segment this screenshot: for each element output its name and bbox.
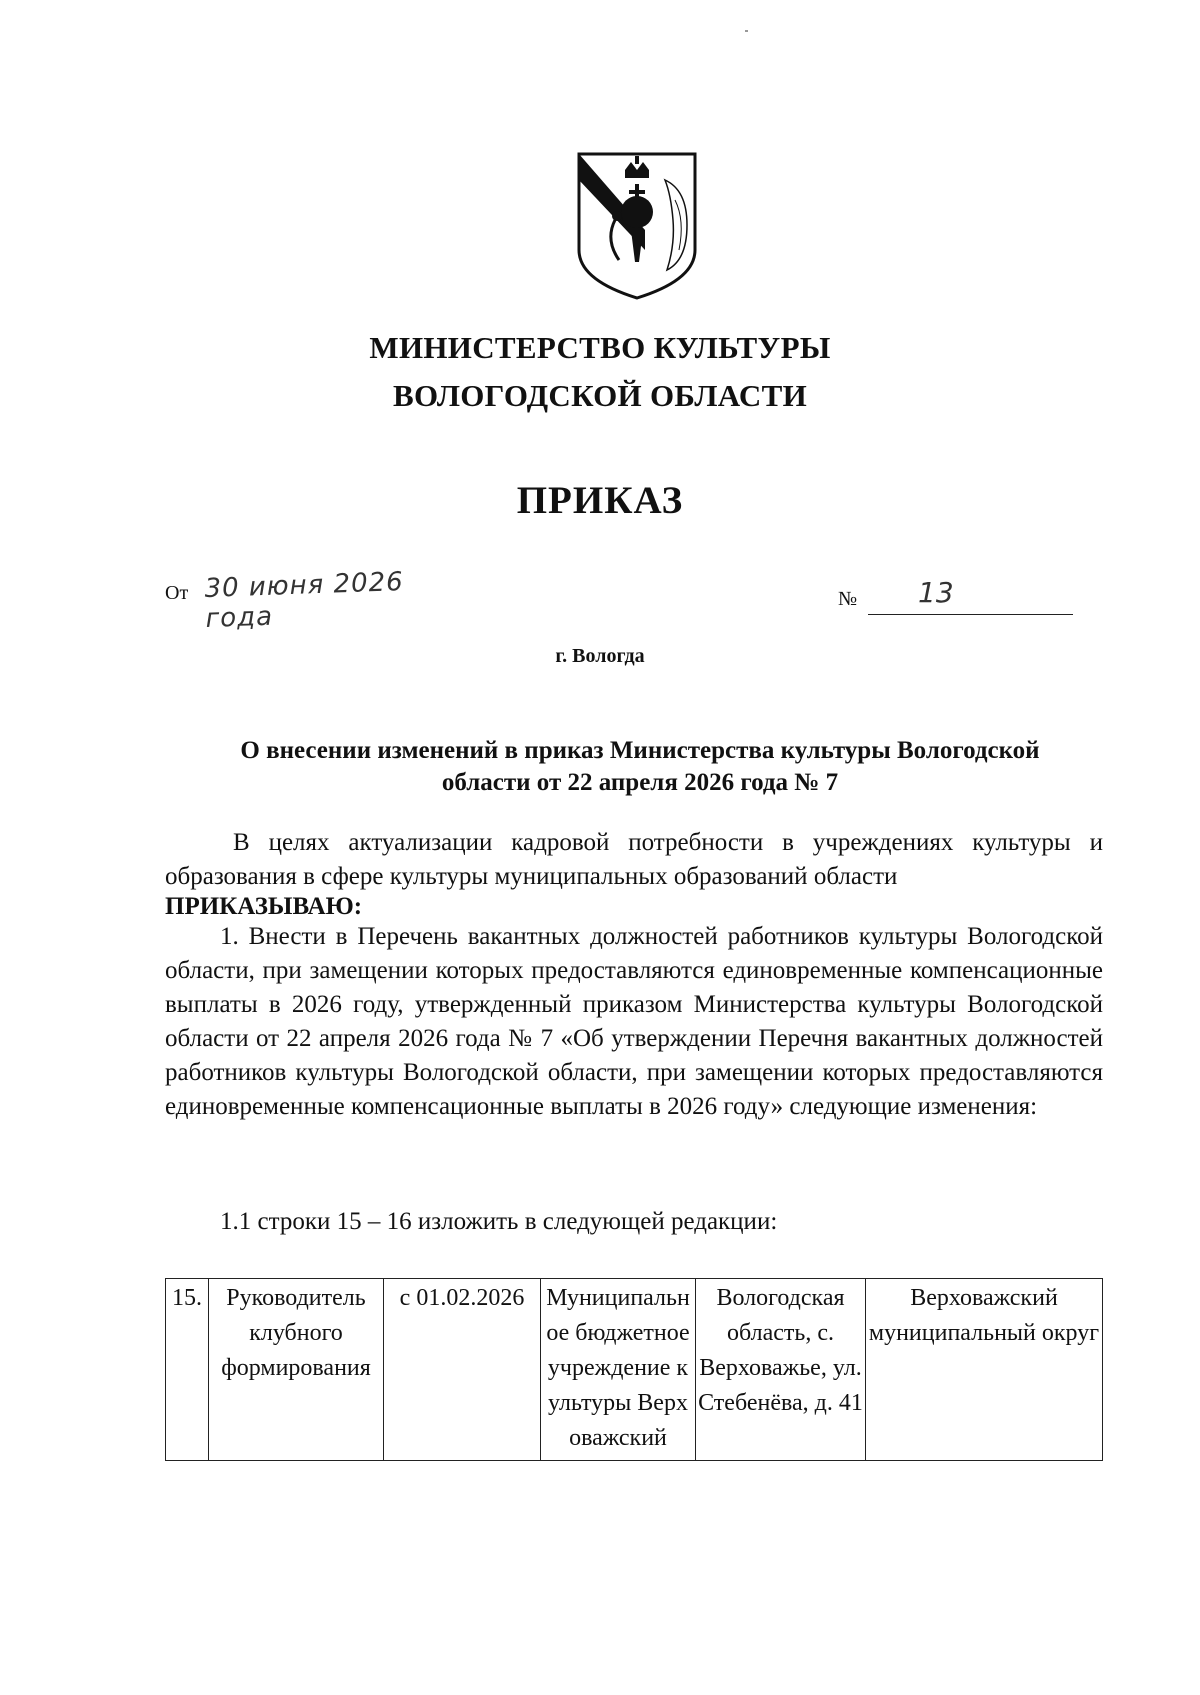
city-label: г. Вологда [555, 645, 645, 667]
date-label: От [165, 582, 189, 604]
ministry-name-line2: ВОЛОГОДСКОЙ ОБЛАСТИ [392, 378, 808, 413]
intro-paragraph: В целях актуализации кадровой потребности в учреждениях культуры и образования в сфере культуры муниципальных образований области [165, 829, 1103, 890]
cell-date: с 01.02.2026 [384, 1279, 541, 1461]
subject-line1: О внесении изменений в приказ Министерства культуры Вологодской [240, 737, 1040, 764]
number-underline [868, 614, 1073, 615]
ministry-name-line1: МИНИСТЕРСТВО КУЛЬТУРЫ [369, 330, 831, 365]
cell-institution: Муниципальное бюджетное учреждение культуры Верховажский [541, 1279, 696, 1461]
handwritten-number: 13 [918, 576, 954, 609]
coat-of-arms-emblem [575, 150, 699, 302]
table-row [166, 1279, 1103, 1461]
handwritten-date: 30 июня 2026 года [204, 567, 405, 634]
document-type-title: ПРИКАЗ [516, 479, 684, 522]
cell-row-number: 15. [166, 1279, 209, 1461]
number-label: № [838, 588, 858, 610]
scan-speck [745, 30, 748, 32]
amendment-table [165, 1278, 1103, 1461]
document-subject [160, 735, 1120, 799]
cell-district: Верховажский муниципальный округ [866, 1279, 1103, 1461]
subject-line2: области от 22 апреля 2026 года № 7 [441, 769, 839, 796]
cell-position: Руководитель клубного формирования [209, 1279, 384, 1461]
order-word: ПРИКАЗЫВАЮ: [165, 893, 363, 920]
item-1-1-paragraph: 1.1 строки 15 – 16 изложить в следующей редакции: [220, 1208, 778, 1235]
cell-address: Вологодская область, с. Верховажье, ул. Стебенёва, д. 41 [696, 1279, 866, 1461]
item-1-paragraph: 1. Внести в Перечень вакантных должностей работников культуры Вологодской области, при замещении которых предоставляются единовременные компенсационные выплаты в 2026 году, утвержденный приказом Министерства культуры Вологодской области от 22 апреля 2026 года № 7 «Об утверждении Перечня вакантных должностей работников культуры Вологодской области, при замещении которых предоставляются единовременные компенсационные выплаты в 2026 году» следующие изменения: [165, 923, 1103, 1120]
